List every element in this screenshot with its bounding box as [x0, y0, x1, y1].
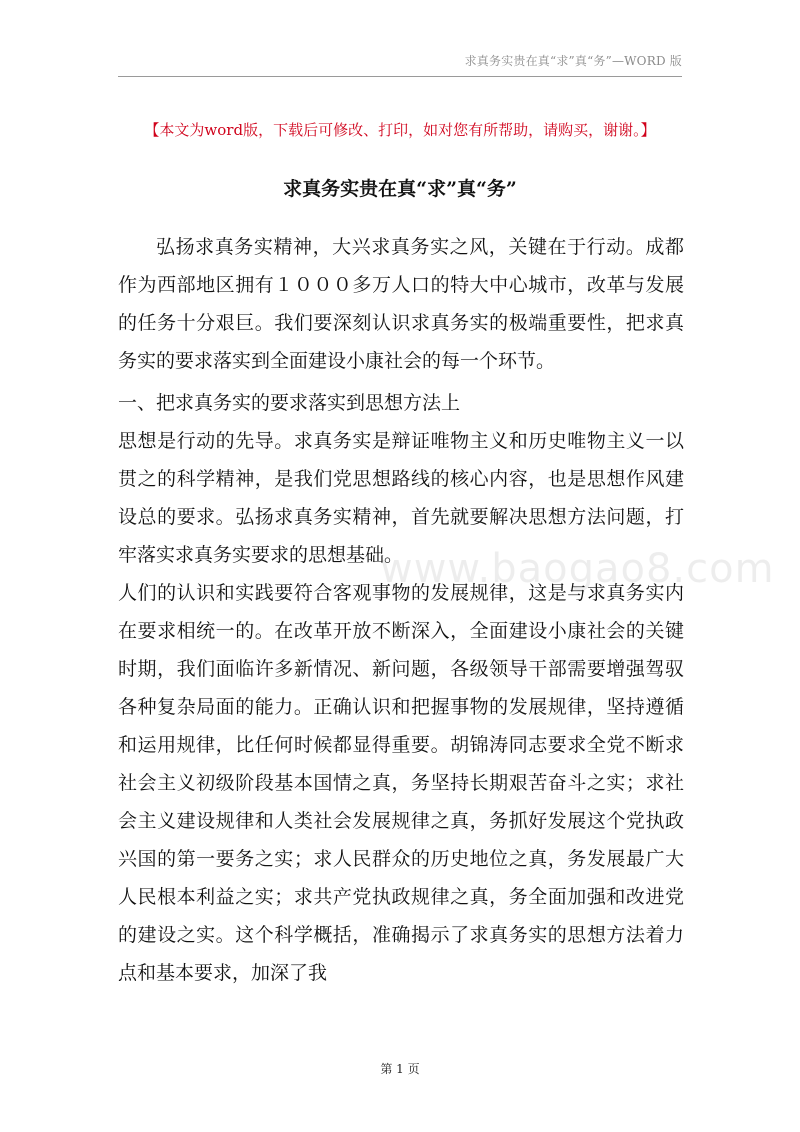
site-watermark: www.baogao8.com	[380, 546, 775, 592]
document-title: 求真务实贵在真“求”真“务”	[283, 178, 517, 200]
download-notice: 【本文为word版，下载后可修改、打印，如对您有所帮助，请购买，谢谢。】	[144, 121, 656, 139]
paragraph-intro: 弘扬求真务实精神，大兴求真务实之风，关键在于行动。成都作为西部地区拥有１０００多万人口的特大中心城市，改革与发展的任务十分艰巨。我们要深刻认识求真务实的极端重要性，把求真务实的要求落实到全面建设小康社会的每一个环节。	[118, 236, 684, 372]
paragraph: 思想是行动的先导。求真务实是辩证唯物主义和历史唯物主义一以贯之的科学精神，是我们党思想路线的核心内容，也是思想作风建设总的要求。弘扬求真务实精神，首先就要解决思想方法问题，打牢落实求真务实要求的思想基础。	[118, 430, 684, 566]
section-heading: 一、把求真务实的要求落实到思想方法上	[118, 392, 461, 414]
running-header: 求真务实贵在真“求”真“务”—WORD 版	[464, 54, 682, 68]
page-number: 第 1 页	[380, 1062, 420, 1076]
header-divider	[118, 76, 682, 77]
paragraph: 人们的认识和实践要符合客观事物的发展规律，这是与求真务实内在要求相统一的。在改革开放不断深入，全面建设小康社会的关键时期，我们面临许多新情况、新问题，各级领导干部需要增强驾驭各种复杂局面的能力。正确认识和把握事物的发展规律，坚持遵循和运用规律，比任何时候都显得重要。胡锦涛同志要求全党不断求社会主义初级阶段基本国情之真，务坚持长期艰苦奋斗之实；求社会主义建设规律和人类社会发展规律之真，务抓好发展这个党执政兴国的第一要务之实；求人民群众的历史地位之真，务发展最广大人民根本利益之实；求共产党执政规律之真，务全面加强和改进党的建设之实。这个科学概括，准确揭示了求真务实的思想方法着力点和基本要求，加深了我	[118, 582, 684, 984]
document-body	[118, 228, 684, 992]
